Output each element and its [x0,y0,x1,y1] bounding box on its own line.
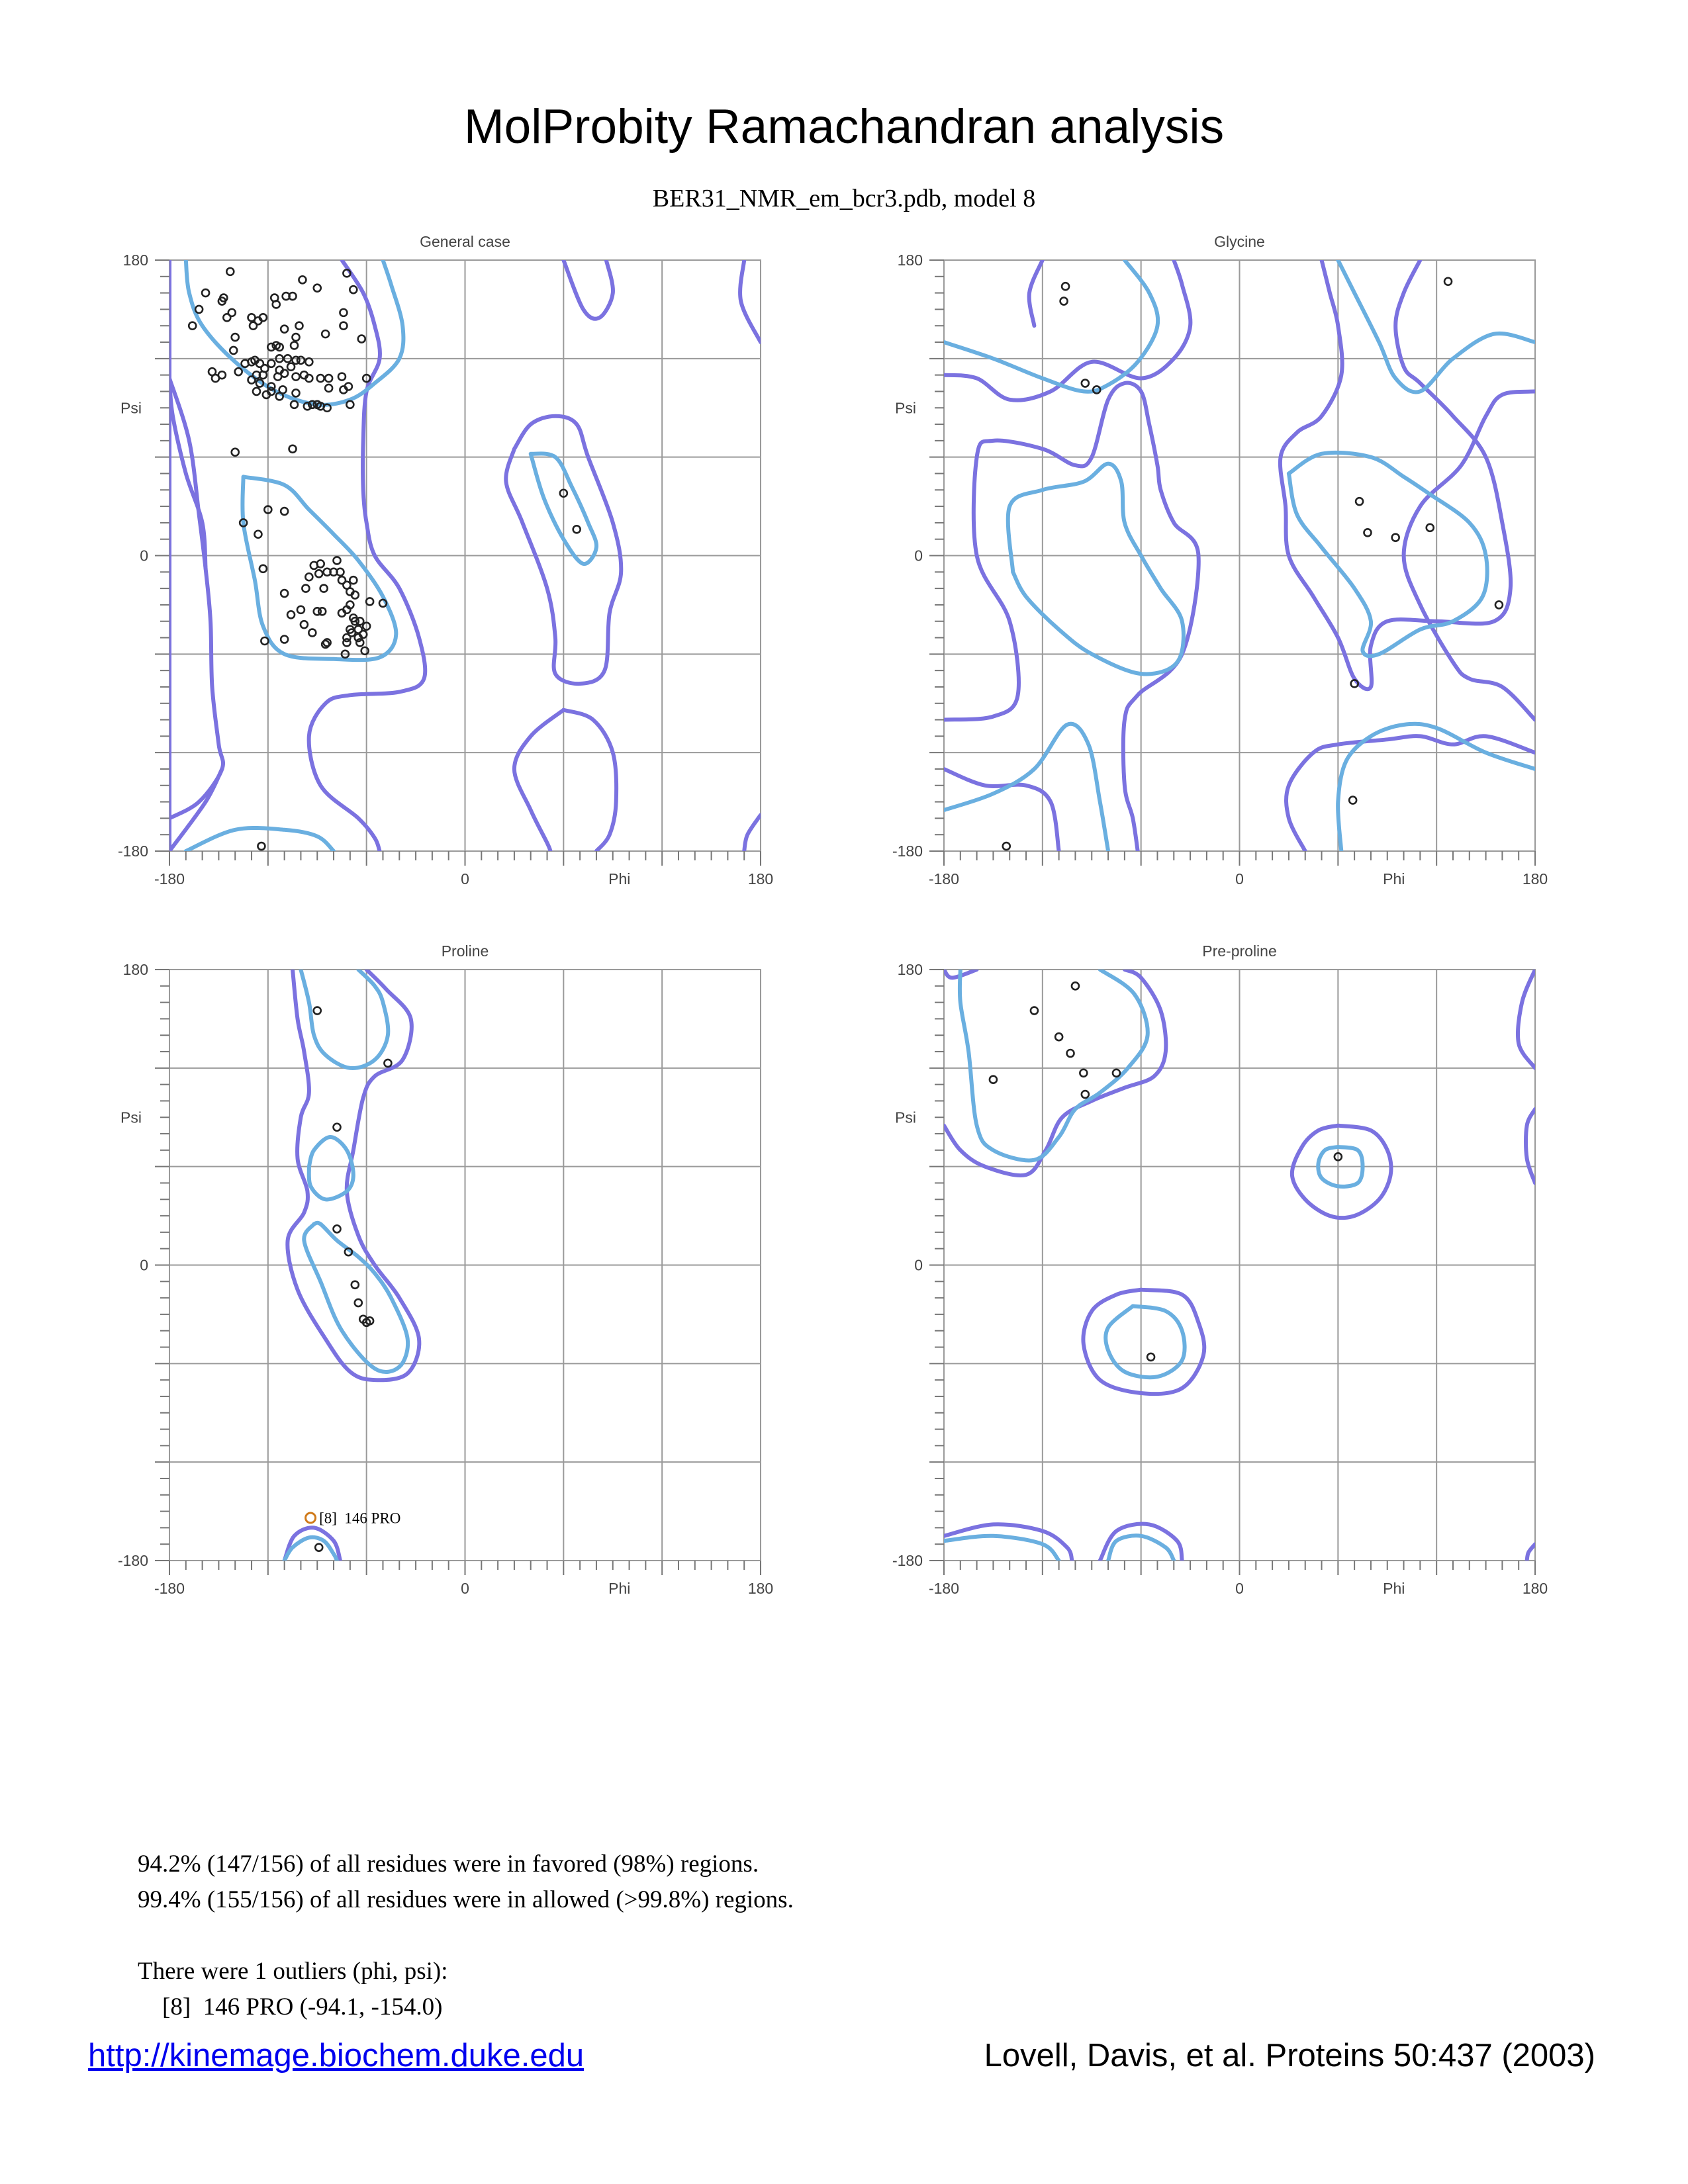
residue-point [258,842,265,850]
panel-title: Glycine [1214,233,1265,250]
x-tick-label: 180 [1522,870,1548,887]
residue-point [314,1007,321,1015]
favored-contour [301,970,388,1068]
x-tick-label: -180 [154,1580,185,1597]
residue-point [267,360,275,367]
residue-point [384,1060,391,1067]
favored-contour [242,477,396,660]
residue-point [315,1544,322,1551]
residue-point [573,525,581,533]
allowed-contour [1292,1126,1391,1218]
y-axis-label: Psi [120,1109,142,1126]
y-tick-label: -180 [117,1552,148,1569]
y-tick-label: 180 [897,961,923,978]
residue-point [366,598,373,605]
residue-point [289,445,297,453]
residue-point [226,268,234,275]
residue-point [350,576,357,584]
residue-point [1062,283,1069,290]
favored-contour [944,1536,1059,1561]
residue-point [189,322,196,330]
allowed-contour [944,260,1190,400]
residue-point [230,347,237,354]
residue-point [355,1299,362,1306]
residue-point [1082,380,1089,387]
residue-point [293,389,300,396]
residue-point [299,276,306,283]
residue-point [281,636,288,643]
y-tick-label: 0 [140,547,148,565]
residue-point [334,1124,341,1131]
allowed-contour [1527,1544,1535,1561]
residue-point [1444,278,1452,285]
allowed-contour [1280,260,1511,689]
residue-point [1147,1353,1154,1361]
allowed-contour [1526,1109,1535,1183]
residue-point [281,508,288,515]
y-tick-label: 180 [122,961,148,978]
x-axis-label: Phi [608,1580,631,1597]
residue-point [295,322,303,330]
residue-point [223,314,230,321]
residue-point [209,368,216,375]
residue-point [287,363,295,371]
residue-point [1072,982,1079,989]
favored-contour [186,828,334,851]
residue-point [1392,534,1399,541]
residue-point [1356,498,1363,505]
x-tick-label: 0 [461,1580,469,1597]
y-tick-label: 0 [140,1256,148,1274]
ramachandran-panel-1 [892,233,1548,887]
x-tick-label: 0 [1235,1580,1244,1597]
residue-point [195,306,203,313]
outlier-label: [8] 146 PRO [319,1510,401,1527]
residue-point [302,585,309,592]
summary-outliers-header: There were 1 outliers (phi, psi): [138,1958,448,1985]
favored-contour [309,1137,353,1199]
residue-point [1067,1050,1074,1057]
residue-point [1060,298,1068,305]
allowed-contour [944,769,1059,851]
x-tick-label: 0 [461,870,469,887]
allowed-contour [563,710,616,851]
y-tick-label: -180 [892,842,923,860]
residue-point [320,585,328,592]
x-tick-label: 180 [1522,1580,1548,1597]
residue-point [253,388,260,395]
residue-point [281,590,288,597]
x-tick-label: 180 [747,870,774,887]
residue-point [301,621,308,628]
residue-point [334,557,341,564]
x-axis-label: Phi [1383,1580,1405,1597]
residue-point [1080,1069,1087,1077]
summary-favored: 94.2% (147/156) of all residues were in favored (98%) regions. [138,1850,759,1878]
allowed-contour [944,1524,1072,1561]
residue-point [325,375,332,382]
favored-contour [304,1223,408,1372]
residue-point [1003,842,1010,850]
allowed-contour [1029,260,1043,326]
residue-point [358,336,365,343]
residue-point [291,341,298,349]
residue-point [305,573,312,580]
residue-point [1495,601,1503,608]
residue-point [314,608,321,615]
allowed-contour [514,710,563,851]
residue-point [1427,524,1434,531]
residue-point [232,334,239,341]
y-tick-label: 0 [914,547,923,565]
residue-point [334,1225,341,1232]
residue-point [340,309,347,316]
residue-point [293,373,300,381]
favored-contour [1289,453,1487,656]
residue-point [259,565,267,572]
y-tick-label: -180 [892,1552,923,1569]
residue-point [1082,1091,1089,1098]
panel-title: Pre-proline [1202,942,1277,960]
residue-point [352,1281,359,1289]
residue-point [343,639,350,646]
favored-contour [1008,464,1184,674]
x-axis-label: Phi [608,870,631,887]
summary-allowed: 99.4% (155/156) of all residues were in allowed (>99.8%) regions. [138,1886,794,1913]
y-axis-label: Psi [895,399,916,417]
x-axis-label: Phi [1383,870,1405,887]
residue-point [250,322,257,330]
allowed-contour [1286,736,1535,851]
allowed-contour [740,260,761,342]
page-subtitle: BER31_NMR_em_bcr3.pdb, model 8 [652,185,1036,212]
residue-point [317,375,324,382]
x-tick-label: 180 [747,1580,774,1597]
y-axis-label: Psi [120,399,142,417]
y-axis-label: Psi [895,1109,916,1126]
residue-point [1349,797,1356,804]
residue-point [1031,1007,1038,1015]
x-tick-label: 0 [1235,870,1244,887]
residue-point [1113,1069,1120,1077]
residue-point [202,289,209,296]
allowed-contour [1518,970,1535,1068]
ramachandran-panel-3 [892,942,1548,1597]
residue-point [1364,529,1371,536]
allowed-contour [563,260,613,319]
residue-point [232,449,239,456]
residue-point [308,629,316,637]
residue-point [291,401,298,408]
panel-title: General case [420,233,510,250]
residue-point [281,326,288,333]
ramachandran-panel-0 [118,233,773,887]
residue-point [287,611,295,618]
x-tick-label: -180 [928,870,960,887]
residue-point [293,334,300,341]
page-title: MolProbity Ramachandran analysis [463,100,1225,154]
residue-point [340,322,347,330]
residue-point [315,570,322,577]
residue-point [297,357,305,364]
y-tick-label: 0 [914,1256,923,1274]
residue-point [254,531,261,538]
residue-point [361,647,369,655]
y-tick-label: 180 [897,251,923,269]
citation: Lovell, Davis, et al. Proteins 50:437 (2003) [984,2038,1595,2073]
residue-point [322,330,329,338]
residue-point [346,401,353,408]
ramachandran-panel-2 [118,942,773,1597]
summary-text [138,1846,794,2025]
residue-point [1055,1033,1062,1040]
x-tick-label: -180 [154,870,185,887]
x-tick-label: -180 [928,1580,960,1597]
allowed-contour [285,1527,340,1561]
y-tick-label: 180 [122,251,148,269]
residue-point [235,368,242,375]
residue-point [990,1076,997,1083]
panel-title: Proline [441,942,489,960]
residue-point [314,285,321,292]
y-tick-label: -180 [117,842,148,860]
favored-contour [944,260,1158,392]
residue-point [297,606,305,614]
allowed-contour [744,815,761,851]
residue-point [325,385,332,392]
allowed-contour [169,379,206,569]
allowed-contour [944,383,1199,851]
outlier-point [306,1513,316,1523]
residue-point [350,286,357,293]
kinemage-link[interactable]: http://kinemage.biochem.duke.edu [88,2038,585,2073]
residue-point [338,373,346,381]
residue-point [261,637,268,645]
summary-outlier-item: [8] 146 PRO (-94.1, -154.0) [138,1993,443,2021]
favored-contour [1105,1306,1184,1378]
residue-point [305,358,312,365]
